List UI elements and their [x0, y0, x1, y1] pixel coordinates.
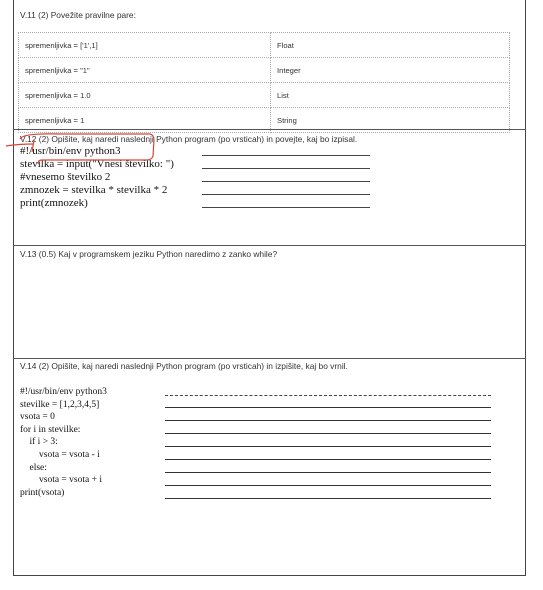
code-line: print(vsota) — [20, 487, 65, 498]
code-line: stevilke = [1,2,3,4,5] — [20, 399, 100, 410]
code-line: vsota = 0 — [20, 412, 55, 423]
answer-line[interactable] — [165, 420, 491, 421]
code-line: #!/usr/bin/env python3 — [20, 145, 121, 157]
answer-line[interactable] — [202, 181, 370, 182]
answer-line[interactable] — [165, 446, 491, 447]
q11-left-cell: spremenljivka = 1.0 — [19, 83, 271, 108]
q11-left-cell: spremenljivka = ['1',1] — [19, 33, 271, 58]
section-divider — [13, 245, 526, 246]
code-line: vsota = vsota + i — [20, 475, 102, 486]
answer-line[interactable] — [165, 395, 491, 396]
red-pen-annotation — [0, 130, 170, 170]
table-row — [19, 58, 510, 83]
answer-line[interactable] — [165, 472, 491, 473]
section-divider — [13, 358, 526, 359]
code-line: #!/usr/bin/env python3 — [20, 387, 107, 397]
answer-line[interactable] — [202, 207, 370, 208]
code-line: if i > 3: — [20, 437, 58, 448]
answer-line[interactable] — [165, 498, 491, 499]
q11-left-cell: spremenljivka = 1 — [19, 108, 271, 133]
answer-line[interactable] — [165, 485, 491, 486]
code-line: print(zmnozek) — [20, 197, 88, 209]
q13-answer-area[interactable] — [18, 262, 523, 356]
table-row — [19, 83, 510, 108]
code-line: #vnesemo številko 2 — [20, 171, 111, 183]
answer-line[interactable] — [202, 194, 370, 195]
q11-right-cell: String — [271, 108, 510, 133]
answer-line[interactable] — [165, 433, 491, 434]
q11-right-cell: Integer — [271, 58, 510, 83]
q14-title: V.14 (2) Opišite, kaj naredi naslednji Python program (po vrsticah) in izpišite, kaj bo vrnil. — [20, 361, 348, 371]
q11-matching-table — [18, 32, 510, 133]
table-row — [19, 33, 510, 58]
q11-right-cell: List — [271, 83, 510, 108]
q11-right-cell: Float — [271, 33, 510, 58]
q11-left-cell: spremenljivka = "1" — [19, 58, 271, 83]
q11-title: V.11 (2) Povežite pravilne pare: — [20, 10, 136, 20]
answer-line[interactable] — [165, 407, 491, 408]
code-line: stevilka = input("Vnesi številko: ") — [20, 158, 174, 170]
q13-title: V.13 (0.5) Kaj v programskem jeziku Python naredimo z zanko while? — [20, 249, 278, 259]
code-line: vsota = vsota - i — [20, 449, 100, 460]
code-line: else: — [20, 462, 47, 473]
answer-line[interactable] — [202, 168, 370, 169]
code-line: zmnozek = stevilka * stevilka * 2 — [20, 184, 168, 196]
q12-title: V.12 (2) Opišite, kaj naredi naslednji Python program (po vrsticah) in povejte, kaj bo izpisal. — [20, 134, 358, 144]
answer-line[interactable] — [165, 459, 491, 460]
answer-line[interactable] — [202, 155, 370, 156]
code-line: for i in stevilke: — [20, 424, 81, 435]
q14-code-block — [20, 386, 107, 499]
